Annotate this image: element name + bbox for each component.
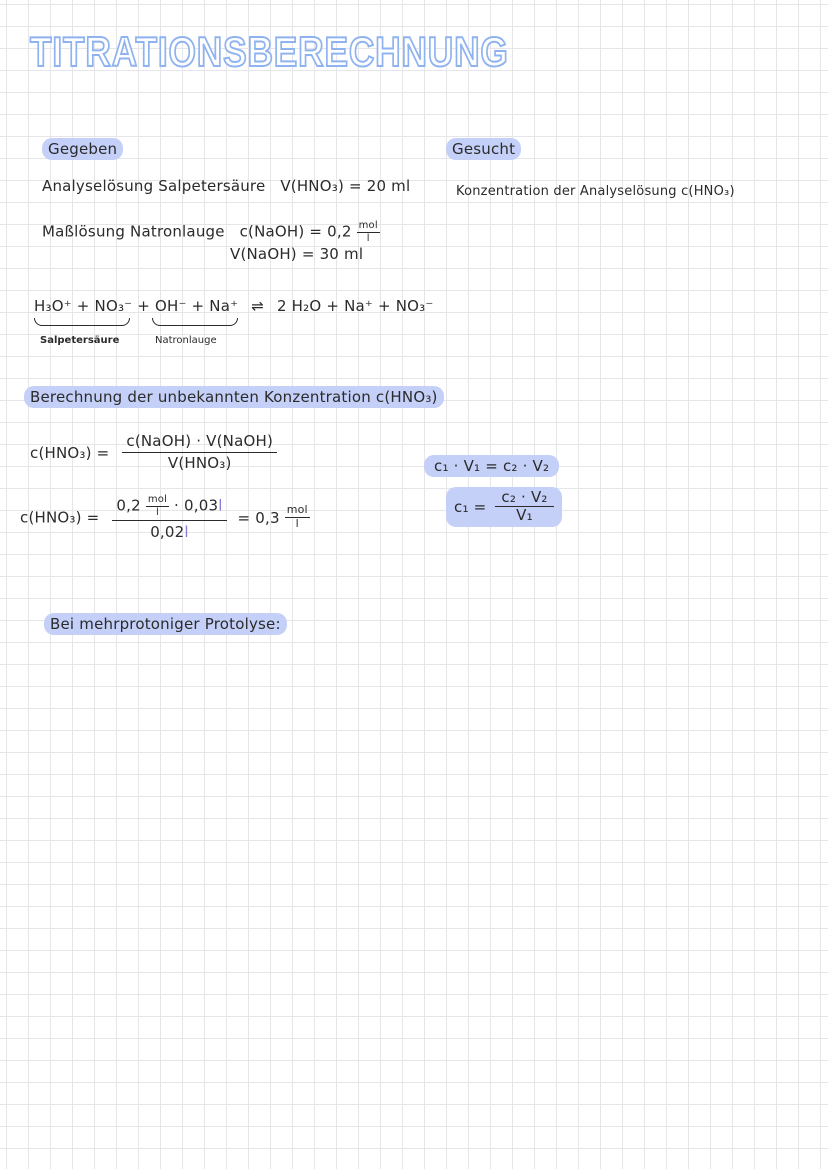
formula-1-denominator: V(HNO₃) (167, 454, 232, 473)
formula-2-fraction (112, 494, 226, 541)
brace-nitric-acid-icon (34, 318, 130, 326)
formula-2-unit-a (146, 494, 169, 518)
reaction-left: H₃O⁺ + NO₃⁻ + OH⁻ + Na⁺ (34, 297, 239, 315)
concentration-unit-fraction (357, 220, 380, 244)
reaction-equation (34, 297, 433, 315)
given-analysis-volume: V(HNO₃) = 20 ml (280, 177, 411, 195)
cancelled-unit: l (218, 496, 223, 515)
wanted-text: Konzentration der Analyselösung c(HNO₃) (456, 184, 735, 199)
formula-2-result-unit (285, 504, 310, 530)
polyprotic-heading: Bei mehrprotoniger Protolyse: (44, 613, 287, 635)
wanted-heading: Gesucht (446, 138, 521, 160)
formula-2-result: = 0,3 (237, 508, 280, 527)
unit-numerator: mol (147, 494, 168, 505)
calculation-heading: Berechnung der unbekannten Konzentration c(HNO₃) (24, 386, 444, 408)
given-analysis-label: Analyselösung Salpetersäure (42, 177, 266, 195)
general-solved-lhs: c₁ = (454, 497, 487, 516)
unit-denominator: l (366, 232, 370, 244)
general-equation: c₁ · V₁ = c₂ · V₂ (424, 455, 559, 477)
cancelled-unit: l (184, 523, 189, 541)
general-solved-fraction (495, 489, 553, 525)
formula-1-numerator: c(NaOH) · V(NaOH) (122, 433, 277, 453)
page-title: TITRATIONSBERECHNUNG (30, 28, 509, 75)
equilibrium-arrow-icon: ⇌ (251, 297, 264, 315)
brace-sodium-hydroxide-icon (152, 318, 238, 326)
brace-label-sodium-hydroxide: Natronlauge (155, 335, 217, 346)
formula-2-numerator (112, 494, 226, 521)
unit-numerator: mol (286, 503, 308, 517)
formula-2-denominator (148, 521, 191, 541)
given-titrant-label: Maßlösung Natronlauge (42, 222, 225, 241)
formula-2-value-b: · 0,03 (174, 496, 219, 515)
formula-2-den-value: 0,02 (150, 523, 185, 541)
formula-2-value-a: 0,2 (116, 496, 141, 515)
given-line-2 (42, 220, 380, 244)
unit-denominator: l (295, 517, 299, 531)
reaction-right: 2 H₂O + Na⁺ + NO₃⁻ (276, 297, 434, 315)
brace-label-nitric-acid: Salpetersäure (40, 335, 120, 346)
formula-2 (20, 494, 310, 541)
given-heading: Gegeben (42, 138, 123, 160)
formula-1-fraction (122, 433, 277, 473)
given-titrant-concentration: c(NaOH) = 0,2 (239, 222, 352, 241)
unit-denominator: l (155, 506, 159, 518)
unit-numerator: mol (358, 220, 378, 231)
formula-1-lhs: c(HNO₃) = (30, 443, 110, 462)
given-titrant-volume: V(NaOH) = 30 ml (230, 245, 364, 263)
general-solved-equation (446, 487, 562, 527)
formula-2-lhs: c(HNO₃) = (20, 508, 100, 527)
given-line-1 (42, 177, 410, 195)
formula-1 (30, 433, 277, 473)
general-solved-denominator: V₁ (516, 506, 533, 525)
general-solved-numerator: c₂ · V₂ (495, 489, 553, 507)
